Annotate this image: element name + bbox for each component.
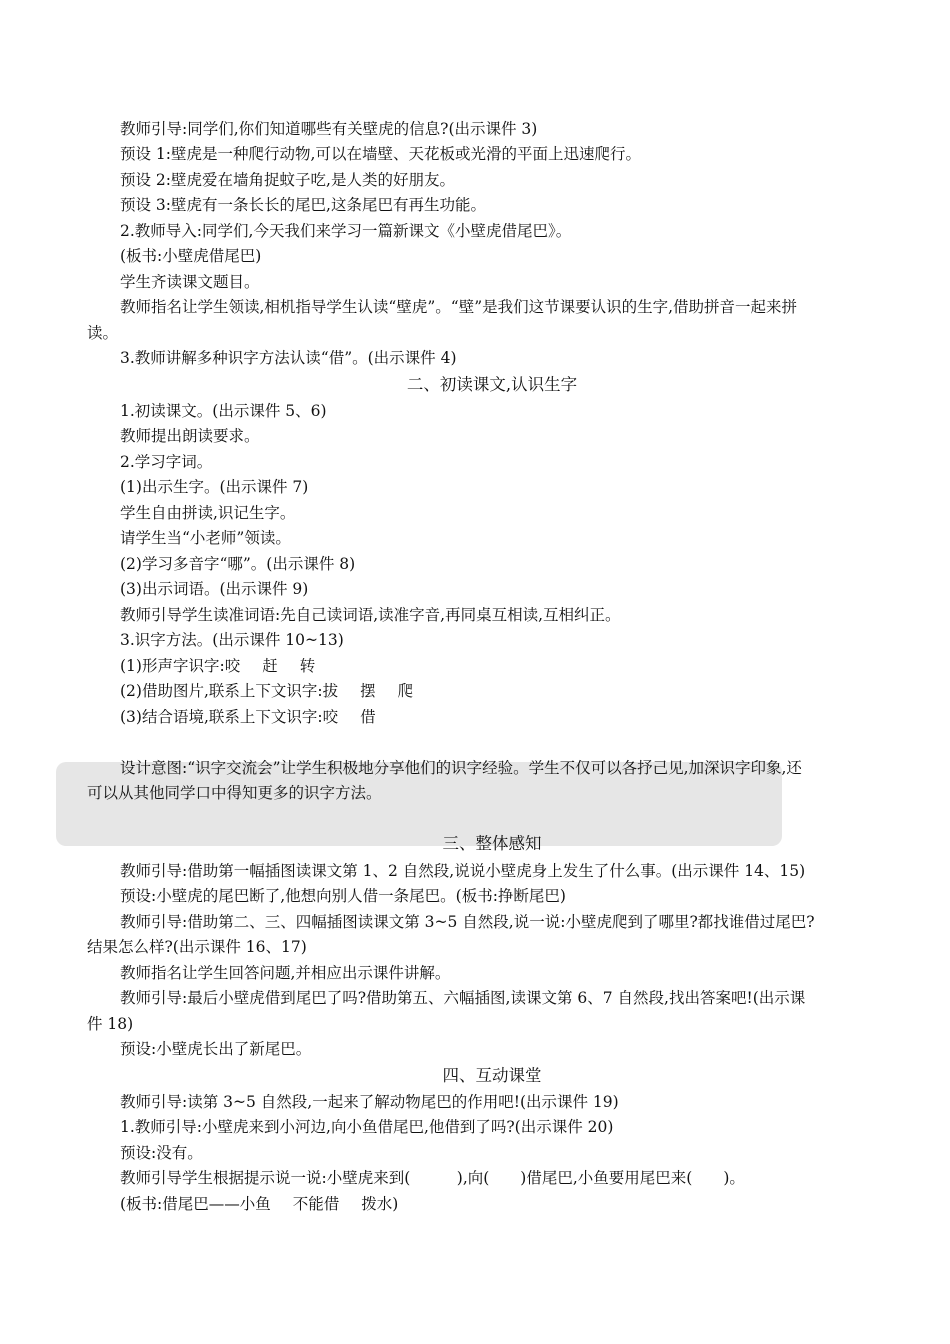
paragraph: 教师引导:读第 3~5 自然段,一起来了解动物尾巴的作用吧!(出示课件 19) xyxy=(120,1093,619,1111)
list-char: 爬 xyxy=(397,682,414,700)
paragraph: 教师指名让学生领读,相机指导学生认读“壁虎”。“壁”是我们这节课要认识的生字,借助拼音一起来拼 xyxy=(120,298,798,316)
paragraph: 教师引导:同学们,你们知道哪些有关壁虎的信息?(出示课件 3) xyxy=(120,120,538,138)
list-char: 摆 xyxy=(360,682,376,700)
paragraph: 学生齐读课文题目。 xyxy=(120,273,260,291)
design-intent-text: 设计意图:“识字交流会”让学生积极地分享他们的识字经验。学生不仅可以各抒己见,加深识字印象,还 xyxy=(120,759,802,777)
paragraph: (板书:小壁虎借尾巴) xyxy=(120,247,262,265)
paragraph: 学生自由拼读,识记生字。 xyxy=(120,504,296,522)
paragraph: (1)出示生字。(出示课件 7) xyxy=(120,478,309,496)
list-char: 拔 xyxy=(322,682,339,700)
paragraph-continuation: 件 18) xyxy=(87,1015,134,1033)
paragraph: 教师引导:借助第一幅插图读课文第 1、2 自然段,说说小壁虎身上发生了什么事。(出示课件 14、15) xyxy=(120,862,806,880)
paragraph: (2)学习多音字“哪”。(出示课件 8) xyxy=(120,555,356,573)
paragraph: 预设 1:壁虎是一种爬行动物,可以在墙壁、天花板或光滑的平面上迅速爬行。 xyxy=(120,145,641,163)
paragraph: 2.教师导入:同学们,今天我们来学习一篇新课文《小壁虎借尾巴》。 xyxy=(120,222,572,240)
design-intent-continuation: 可以从其他同学口中得知更多的识字方法。 xyxy=(87,784,382,802)
list-label: (1)形声字识字: xyxy=(120,657,225,675)
section-heading: 三、整体感知 xyxy=(442,834,542,853)
character-list xyxy=(120,681,413,701)
paragraph: 教师指名让学生回答问题,并相应出示课件讲解。 xyxy=(120,964,451,982)
paragraph: 教师引导学生读准词语:先自己读词语,读准字音,再同桌互相读,互相纠正。 xyxy=(120,606,621,624)
board-note-part: 拨水) xyxy=(361,1195,399,1213)
paragraph: 1.初读课文。(出示课件 5、6) xyxy=(120,402,327,420)
list-label: (2)借助图片,联系上下文识字: xyxy=(120,682,323,700)
list-label: (3)结合语境,联系上下文识字: xyxy=(120,708,323,726)
paragraph: 教师引导:借助第二、三、四幅插图读课文第 3~5 自然段,说一说:小壁虎爬到了哪里?都找谁借过尾巴? xyxy=(120,913,815,931)
paragraph: 教师引导学生根据提示说一说:小壁虎来到( ),向( )借尾巴,小鱼要用尾巴来( )。 xyxy=(120,1169,745,1187)
section-heading: 四、互动课堂 xyxy=(442,1066,542,1085)
list-char: 赶 xyxy=(262,657,278,675)
paragraph: 请学生当“小老师”领读。 xyxy=(120,529,291,547)
list-char: 转 xyxy=(299,657,316,675)
paragraph-continuation: 结果怎么样?(出示课件 16、17) xyxy=(87,938,307,956)
paragraph: 预设:小壁虎的尾巴断了,他想向别人借一条尾巴。(板书:挣断尾巴) xyxy=(120,887,566,905)
character-list xyxy=(120,656,315,676)
paragraph: 3.教师讲解多种识字方法认读“借”。(出示课件 4) xyxy=(120,349,457,367)
paragraph: 教师引导:最后小壁虎借到尾巴了吗?借助第五、六幅插图,读课文第 6、7 自然段,找出答案吧!(出示课 xyxy=(120,989,806,1007)
paragraph: 2.学习字词。 xyxy=(120,453,213,471)
paragraph: 3.识字方法。(出示课件 10~13) xyxy=(120,631,344,649)
board-note xyxy=(120,1194,398,1214)
paragraph: 1.教师引导:小壁虎来到小河边,向小鱼借尾巴,他借到了吗?(出示课件 20) xyxy=(120,1118,614,1136)
paragraph-continuation: 读。 xyxy=(87,324,119,342)
paragraph: 教师提出朗读要求。 xyxy=(120,427,260,445)
paragraph: 预设 2:壁虎爱在墙角捉蚊子吃,是人类的好朋友。 xyxy=(120,171,455,189)
board-note-part: (板书:借尾巴——小鱼 xyxy=(120,1195,271,1213)
character-list xyxy=(120,707,376,727)
section-heading: 二、初读课文,认识生字 xyxy=(406,375,578,394)
paragraph: 预设:没有。 xyxy=(120,1144,203,1162)
paragraph: 预设 3:壁虎有一条长长的尾巴,这条尾巴有再生功能。 xyxy=(120,196,486,214)
paragraph: 预设:小壁虎长出了新尾巴。 xyxy=(120,1040,312,1058)
list-char: 咬 xyxy=(224,657,241,675)
list-char: 咬 xyxy=(322,708,339,726)
board-note-part: 不能借 xyxy=(292,1195,340,1213)
list-char: 借 xyxy=(360,708,376,726)
paragraph: (3)出示词语。(出示课件 9) xyxy=(120,580,309,598)
